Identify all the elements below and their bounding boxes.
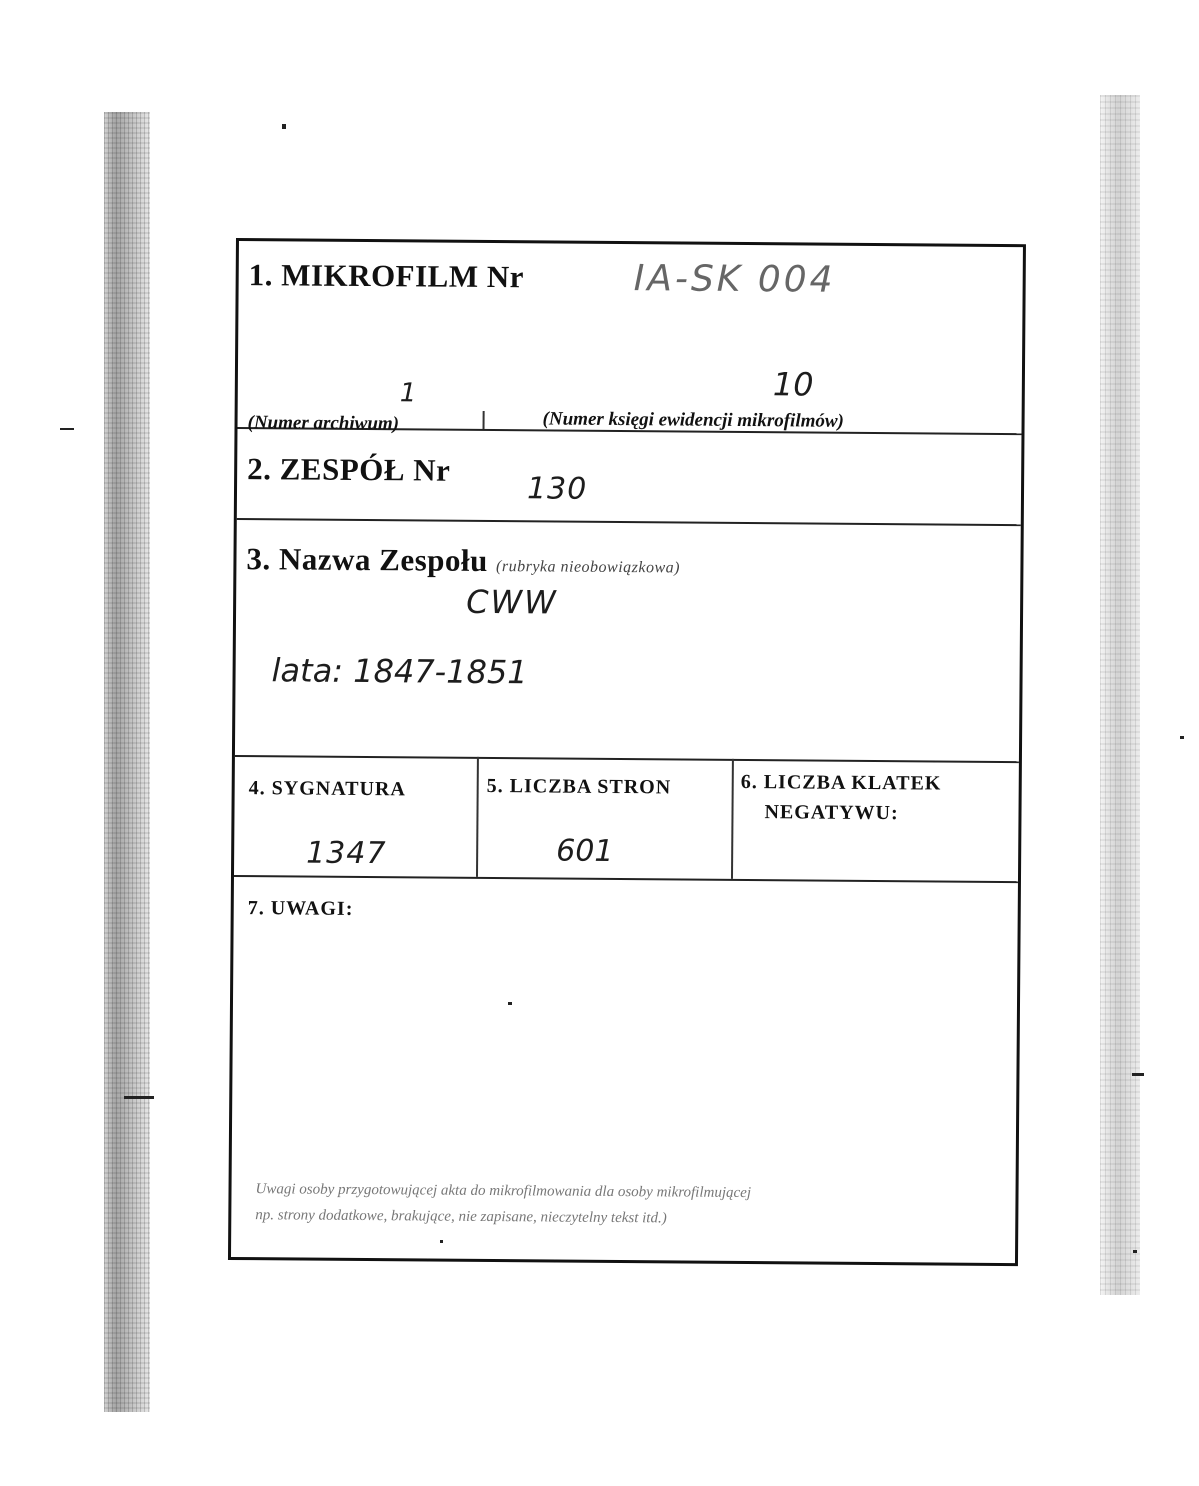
speck	[1132, 1073, 1144, 1076]
microfilm-number-value: IA-SK 004	[633, 258, 836, 301]
page-count-label: 5. LICZBA STRON	[486, 774, 672, 799]
register-number-value: 10	[772, 365, 814, 404]
speck	[60, 428, 74, 430]
speck	[1180, 736, 1184, 739]
microfilm-number-label: 1. MIKROFILM Nr	[248, 257, 525, 295]
fonds-name-note: (rubryka nieobowiązkowa)	[496, 558, 681, 577]
signature-label: 4. SYGNATURA	[248, 777, 406, 801]
remarks-footnote-line1: Uwagi osoby przygotowującej akta do mikrofilmowania dla osoby mikrofilmującej	[255, 1181, 752, 1202]
microfilm-card	[228, 238, 1026, 1266]
fonds-number-label: 2. ZESPÓŁ Nr	[247, 451, 451, 488]
remarks-label: 7. UWAGI:	[247, 897, 354, 920]
speck	[1133, 1250, 1137, 1253]
column-divider	[731, 759, 734, 879]
fonds-name-label	[246, 541, 680, 580]
signature-value: 1347	[306, 835, 387, 872]
speck	[124, 1096, 154, 1099]
fonds-number-value: 130	[526, 471, 588, 507]
scan-edge-right	[1100, 95, 1140, 1295]
frame-count-label-line1: 6. LICZBA KLATEK	[740, 770, 942, 795]
row-divider	[237, 518, 1021, 526]
fonds-name-title: 3. Nazwa Zespołu	[246, 541, 489, 578]
archive-number-value: 1	[399, 378, 417, 409]
frame-count-label-line2: NEGATYWU:	[764, 801, 899, 825]
column-divider	[476, 757, 479, 877]
caption-divider	[483, 411, 485, 429]
scan-edge-left	[104, 112, 150, 1412]
remarks-footnote-line2: np. strony dodatkowe, brakujące, nie zapisane, nieczytelny tekst itd.)	[255, 1207, 667, 1227]
archive-number-caption: (Numer archiwum)	[247, 412, 400, 435]
page-count-value: 601	[556, 833, 614, 869]
speck	[282, 124, 286, 129]
row-divider	[235, 755, 1019, 763]
row-divider	[234, 875, 1018, 883]
fonds-dates-value: lata: 1847-1851	[271, 651, 528, 692]
register-number-caption: (Numer księgi ewidencji mikrofilmów)	[542, 408, 845, 432]
fonds-name-value: CWW	[466, 582, 558, 622]
